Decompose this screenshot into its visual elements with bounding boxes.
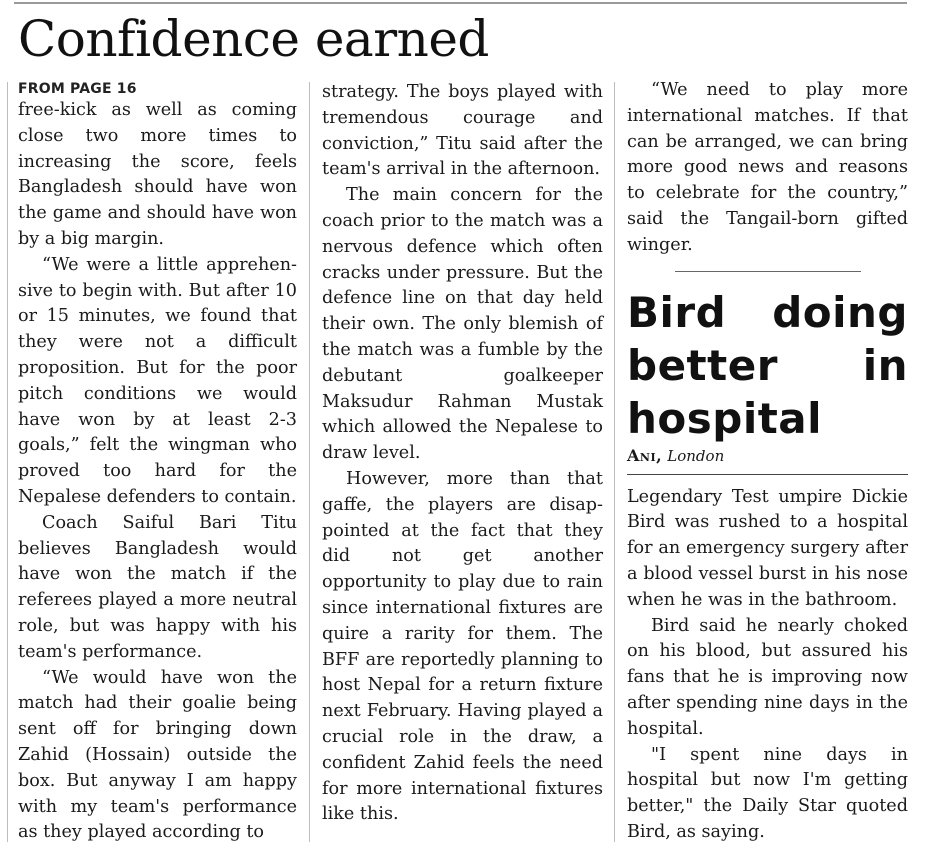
column-rule xyxy=(309,82,310,842)
byline xyxy=(627,445,908,467)
jump-label: FROM PAGE 16 xyxy=(18,81,137,97)
paragraph: "I spent nine days in hospital but now I'm getting better," the Daily Star quoted Bird, as saying. xyxy=(627,744,908,842)
paragraph: “We need to play more international matches. If that can be arranged, we can bring more good news and reasons to celebrate for the country,” said the Tangail-born gifted winger. xyxy=(627,80,908,255)
column-rule xyxy=(614,82,615,842)
byline-location: London xyxy=(667,446,725,465)
column-rule xyxy=(7,82,8,842)
byline-rule xyxy=(627,474,908,475)
paragraph: The main concern for the coach prior to the match was a nervous defence which often cracks under pressure. But the defence line on that day held their own. The only blemish of the match was a fumble by the debutant goalkeeper Maksudur Rahman Mustak which allowed the Nepalese to draw level. xyxy=(322,185,603,464)
article-column-3 xyxy=(627,78,908,846)
paragraph: However, more than that gaffe, the players are disappointed at the fact that they did not get another opportunity to play due to rain since international fixtures are quire a rarity for them. The BFF are reportedly planning to host Nepal for a return fixture next February. Having played a crucial role in the draw, a confident Zahid feels the need for more international fixtures like this. xyxy=(322,468,603,825)
byline-agency: Ani, xyxy=(627,445,663,465)
paragraph: free-kick as well as coming close two more times to increasing the score, feels Bangladesh should have won the game and should have won by a big margin. xyxy=(18,100,297,249)
paragraph: Bird said he nearly choked on his blood, but assured his fans that he is improving now after spending nine days in the hospital. xyxy=(627,615,908,739)
story-headline: Bird doing better in hospital xyxy=(627,287,908,443)
paragraph: “We would have won the match had their goalie being sent off for bringing down Zahid (Hossain) outside the box. But anyway I am happy with my team's performance as they played according to xyxy=(18,667,297,843)
story-separator xyxy=(675,271,861,272)
paragraph: Legendary Test umpire Dickie Bird was rushed to a hospital for an emergency surgery after a blood vessel burst in his nose when he was in the bathroom. xyxy=(627,486,908,610)
paragraph: strategy. The boys played with tremendous courage and conviction,” Titu said after the team's arrival in the afternoon. xyxy=(322,82,603,180)
headline: Confidence earned xyxy=(18,10,489,68)
top-rule xyxy=(14,2,907,4)
article-column-1 xyxy=(18,80,297,846)
article-column-2 xyxy=(322,80,603,828)
paragraph: “We were a little apprehensive to begin with. But after 10 or 15 minutes, we found that they were not a difficult proposition. But for the poor pitch conditions we would have won by at least 2-3 goals,” felt the wingman who proved too hard for the Nepalese defenders to contain. xyxy=(18,254,297,507)
paragraph: Coach Saiful Bari Titu believes Bangladesh would have won the match if the referees played a more neutral role, but was happy with his team's performance. xyxy=(18,512,297,662)
